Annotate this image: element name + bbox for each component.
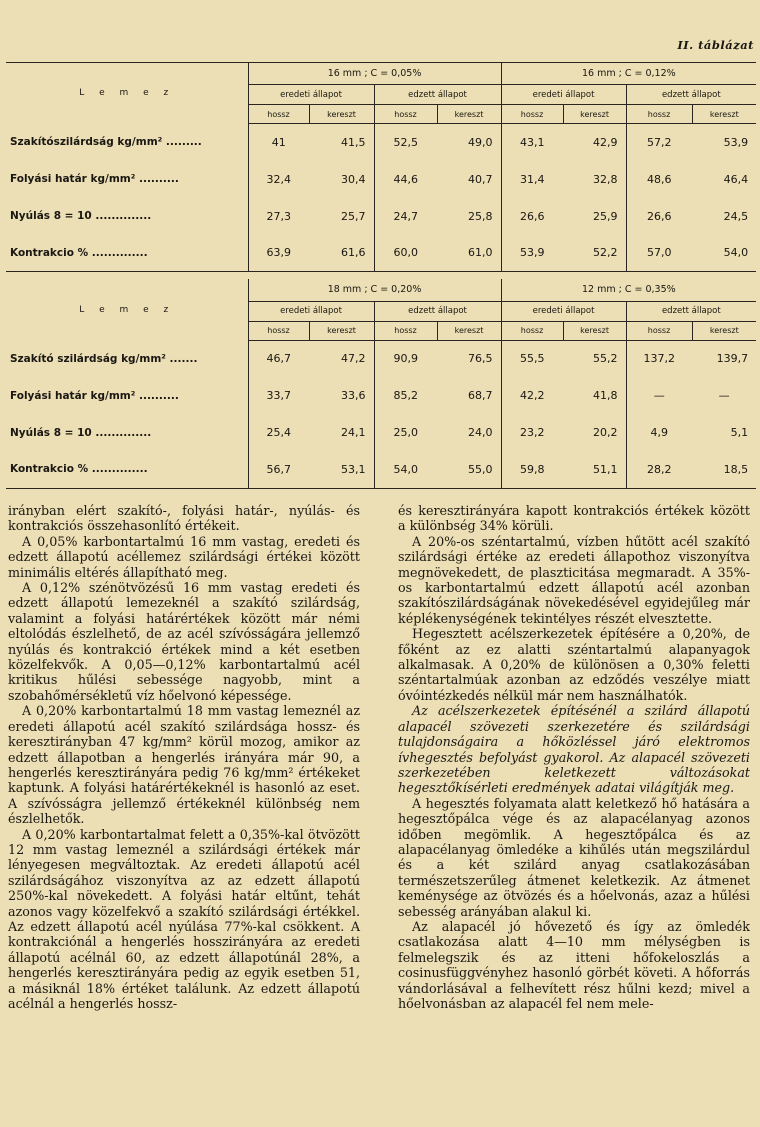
row-label: Nyúlás 8 = 10 .............. bbox=[6, 414, 248, 451]
cell: 61,0 bbox=[437, 235, 501, 272]
group-header: 18 mm ; C = 0,20% bbox=[248, 279, 501, 301]
cell: 24,7 bbox=[374, 198, 437, 235]
cell: 20,2 bbox=[593, 426, 618, 439]
state-header: eredeti állapot bbox=[248, 301, 374, 321]
state-header: edzett állapot bbox=[374, 301, 501, 321]
paragraph: Az alapacél jó hővezető és így az ömledék csatlakozása alatt 4—10 mm mélységben is felmelegszik és az itteni hőfokeloszlás a cosinusfüggvényhez hasonló görbét követi. A hőforrás vándorlásával a felhevített rész hűlni kezd; mivel a hőelvonásban az alapacél fel nem mele- bbox=[398, 918, 750, 1011]
cell: 52,2 bbox=[563, 235, 626, 272]
table-row bbox=[6, 161, 756, 198]
cell: 46,7 bbox=[266, 352, 291, 366]
dir-header: hossz bbox=[501, 321, 563, 340]
cell: 23,2 bbox=[501, 414, 563, 451]
cell: 26,6 bbox=[501, 198, 563, 235]
cell: 18,5 bbox=[692, 451, 756, 488]
cell: 24,1 bbox=[341, 426, 366, 439]
cell: 5,1 bbox=[730, 426, 749, 439]
cell: 48,6 bbox=[626, 161, 692, 198]
cell: 137,2 bbox=[626, 340, 692, 377]
cell: 25,8 bbox=[468, 209, 493, 223]
dir-header: hossz bbox=[626, 321, 692, 340]
dir-header: kereszt bbox=[309, 321, 374, 340]
cell: 54,0 bbox=[374, 451, 437, 488]
cell: 49,0 bbox=[468, 135, 493, 149]
cell: 27,3 bbox=[266, 209, 291, 223]
cell: 4,9 bbox=[626, 414, 692, 451]
cell: 139,7 bbox=[716, 352, 749, 366]
cell: 46,4 bbox=[723, 172, 749, 186]
cell: 52,5 bbox=[374, 124, 437, 161]
paragraph: A 0,20% karbontartalmat felett a 0,35%-kal ötvözött 12 mm vastag lemeznél a szilárdsági értékek már lényegesen megváltoztak. Az eredeti állapotú acél szilárdságához viszonyítva az az edzett állapotú 250%-kal növekedett. A folyási határ eltűnt, tehát azonos vagy közelfekvő a szakító szilárdsági értékkel. Az edzett állapotú acél nyúlása 77%-kal csökkent. A kontrakciónál a hengerlés hosszirányára az eredeti állapotú acélnál 60, az edzett állapotúnál 28%, a hengerlés keresztirányára pedig az egyik esetben 51, a másiknál 18% értéket találunk. Az edzett állapotú acélnál a hengerlés hossz- bbox=[8, 826, 360, 1011]
dir-header: hossz bbox=[626, 105, 692, 124]
table-row bbox=[6, 198, 756, 235]
dir-header: kereszt bbox=[692, 105, 756, 124]
group-header: 16 mm ; C = 0,12% bbox=[501, 63, 756, 85]
row-label: Folyási határ kg/mm² .......... bbox=[6, 161, 248, 198]
dir-header: kereszt bbox=[437, 105, 501, 124]
dir-header: kereszt bbox=[309, 105, 374, 124]
cell: 51,1 bbox=[563, 451, 626, 488]
cell: 90,9 bbox=[374, 340, 437, 377]
cell: 60,0 bbox=[374, 235, 437, 272]
cell: 41 bbox=[271, 135, 286, 149]
cell: 33,7 bbox=[266, 389, 291, 402]
cell: 43,1 bbox=[501, 124, 563, 161]
cell: 47,2 bbox=[341, 352, 366, 366]
paragraph: A 0,12% szénötvözésű 16 mm vastag eredeti és edzett állapotú lemezeknél a szakító szilárdság, valamint a folyási határértékek között már némi eltolódás észlelhető, de az acél szívósságára jellemző nyúlás és kontrakció értékek mind a két esetben közelfekvők. A 0,05—0,12% karbontartalmú acél kritikus hűlési sebessége nagyobb, mint a szobahőmérsékletű víz hőelvonó képessége. bbox=[8, 580, 360, 703]
paragraph: Hegesztett acélszerkezetek építésére a 0,20%, de főként az ez alatti széntartalmú alapanyagok alkalmasak. A 0,20% de különösen a 0,30% feletti széntartalmúak azonban az edződés veszélye miatt óvóintézkedés nélkül már nem használhatók. bbox=[398, 626, 750, 703]
cell: 85,2 bbox=[374, 377, 437, 414]
cell: 61,6 bbox=[309, 235, 374, 272]
dir-header: kereszt bbox=[692, 321, 756, 340]
cell: 31,4 bbox=[501, 161, 563, 198]
cell: — bbox=[718, 389, 730, 402]
cell: 53,9 bbox=[501, 235, 563, 272]
cell: 32,8 bbox=[593, 172, 618, 186]
state-header: edzett állapot bbox=[626, 301, 756, 321]
row-label: Kontrakcio % .............. bbox=[6, 235, 248, 272]
paragraph: A 0,05% karbontartalmú 16 mm vastag, eredeti és edzett állapotú acéllemez szilárdsági értékei között minimális eltérés állapítható meg. bbox=[8, 533, 360, 580]
state-header: eredeti állapot bbox=[501, 85, 626, 105]
cell: 56,7 bbox=[248, 451, 309, 488]
cell: 42,9 bbox=[593, 135, 618, 149]
group-header: 12 mm ; C = 0,35% bbox=[501, 279, 756, 301]
table-row bbox=[6, 124, 756, 161]
dir-header: kereszt bbox=[563, 321, 626, 340]
lemez-header: L e m e z bbox=[6, 279, 248, 340]
dir-header: hossz bbox=[501, 105, 563, 124]
dir-header: hossz bbox=[248, 105, 309, 124]
row-label: Nyúlás 8 = 10 .............. bbox=[6, 198, 248, 235]
cell: 25,4 bbox=[266, 426, 291, 439]
cell: 41,5 bbox=[341, 135, 366, 149]
state-header: eredeti állapot bbox=[501, 301, 626, 321]
cell: 25,0 bbox=[374, 414, 437, 451]
text-column-left bbox=[8, 503, 360, 1011]
cell: 41,8 bbox=[593, 389, 618, 402]
table-row bbox=[6, 340, 756, 377]
paragraph: irányban elért szakító-, folyási határ-, nyúlás- és kontrakciós összehasonlító értékeit. bbox=[8, 503, 360, 534]
cell: 28,2 bbox=[626, 451, 692, 488]
dir-header: hossz bbox=[374, 321, 437, 340]
group-header: 16 mm ; C = 0,05% bbox=[248, 63, 501, 85]
row-label: Folyási határ kg/mm² .......... bbox=[6, 377, 248, 414]
paragraph: A 20%-os széntartalmú, vízben hűtött acél szakító szilárdsági értéke az eredeti állapothoz viszonyítva megnövekedett, de plaszticitása megmaradt. A 35%-os karbontartalmú edzett állapotú acél azonban szakítószilárdságának növekedésével egyidejűleg már képlékenységének tekintélyes részét elvesztette. bbox=[398, 533, 750, 626]
table-row bbox=[6, 414, 756, 451]
cell: 30,4 bbox=[341, 172, 366, 186]
cell: 54,0 bbox=[692, 235, 756, 272]
table-label: II. táblázat bbox=[677, 38, 754, 52]
cell: 53,9 bbox=[723, 135, 749, 149]
table-row bbox=[6, 377, 756, 414]
paragraph: A hegesztés folyamata alatt keletkező hő hatására a hegesztőpálca vége és az alapacélanyag azonos időben megömlik. A hegesztőpálca és az alapacélanyag ömledéke a kihűlés után megszilárdul és a két szilárd anyag csatlakozásában természetszerűleg átmenet keletkezik. Az átmenet keménysége az ötvözés és a hőelvonás, azaz a hűlési sebesség arányában alakul ki. bbox=[398, 795, 750, 919]
paragraph: A 0,20% karbontartalmú 18 mm vastag lemeznél az eredeti állapotú acél szakító szilárdsága hossz- és keresztirányban 47 kg/mm² körül mozog, amikor az edzett állapotban a hengerlés irányára már 90, a hengerlés keresztirányára pedig 76 kg/mm² értékeket kaptunk. A folyási határértékeknél is hasonló az eset. A szívósságra jellemző értékeknél különbség nem észlelhetők. bbox=[8, 703, 360, 827]
lemez-header: L e m e z bbox=[6, 63, 248, 124]
cell: 63,9 bbox=[248, 235, 309, 272]
text-column-right bbox=[398, 503, 750, 1011]
state-header: edzett állapot bbox=[374, 85, 501, 105]
cell: 42,2 bbox=[501, 377, 563, 414]
cell: 33,6 bbox=[341, 389, 366, 402]
cell: 68,7 bbox=[468, 389, 493, 402]
cell: — bbox=[626, 377, 692, 414]
state-header: edzett állapot bbox=[626, 85, 756, 105]
cell: 55,0 bbox=[437, 451, 501, 488]
cell: 24,0 bbox=[468, 426, 493, 439]
cell: 26,6 bbox=[626, 198, 692, 235]
table-row bbox=[6, 235, 756, 272]
dir-header: kereszt bbox=[563, 105, 626, 124]
row-label: Szakítószilárdság kg/mm² ......... bbox=[6, 124, 248, 161]
cell: 25,7 bbox=[341, 209, 366, 223]
cell: 55,5 bbox=[501, 340, 563, 377]
cell: 40,7 bbox=[468, 172, 493, 186]
table-row bbox=[6, 451, 756, 488]
cell: 76,5 bbox=[468, 352, 493, 366]
dir-header: hossz bbox=[374, 105, 437, 124]
cell: 55,2 bbox=[593, 352, 618, 366]
results-table-2 bbox=[6, 279, 756, 489]
state-header: eredeti állapot bbox=[248, 85, 374, 105]
dir-header: hossz bbox=[248, 321, 309, 340]
results-table-1 bbox=[6, 62, 756, 272]
row-label: Szakító szilárdság kg/mm² ....... bbox=[6, 340, 248, 377]
cell: 24,5 bbox=[723, 209, 749, 223]
cell: 44,6 bbox=[374, 161, 437, 198]
cell: 53,1 bbox=[309, 451, 374, 488]
row-label: Kontrakcio % .............. bbox=[6, 451, 248, 488]
cell: 57,2 bbox=[626, 124, 692, 161]
cell: 25,9 bbox=[593, 209, 618, 223]
paragraph-italic: Az acélszerkezetek építésénél a szilárd állapotú alapacél szövezeti szerkezetére és szilárdsági tulajdonságaira a hőközléssel járó elektromos ívhegesztés befolyást gyakorol. Az alapacél szövezeti szerkezetében keletkezett változásokat hegesztőkísérleti eredmények adatai világítják meg. bbox=[398, 703, 750, 796]
cell: 57,0 bbox=[626, 235, 692, 272]
dir-header: kereszt bbox=[437, 321, 501, 340]
cell: 32,4 bbox=[266, 172, 291, 186]
cell: 59,8 bbox=[501, 451, 563, 488]
paragraph: és keresztirányára kapott kontrakciós értékek között a különbség 34% körüli. bbox=[398, 503, 750, 534]
